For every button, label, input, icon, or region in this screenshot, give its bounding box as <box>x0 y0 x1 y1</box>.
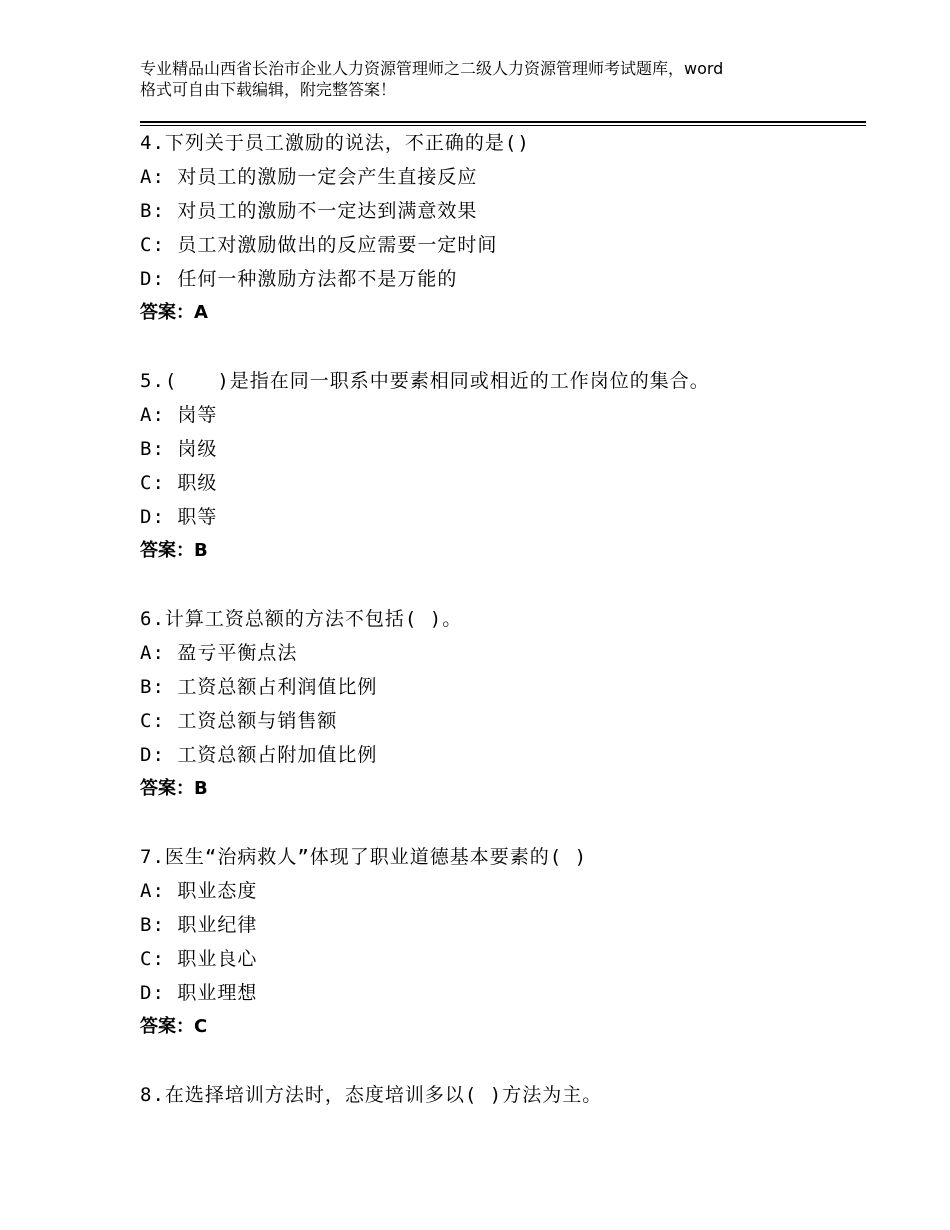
answer: 答案：B <box>140 540 208 561</box>
spacer <box>140 1044 860 1078</box>
option-d: D: 职等 <box>140 506 218 528</box>
spacer <box>140 806 860 840</box>
question-stem: 4.下列关于员工激励的说法，不正确的是() <box>140 132 530 154</box>
answer: 答案：B <box>140 778 208 799</box>
option-d: D: 职业理想 <box>140 982 258 1004</box>
option-c: C: 员工对激励做出的反应需要一定时间 <box>140 234 498 256</box>
answer: 答案：A <box>140 302 208 323</box>
option-c: C: 职业良心 <box>140 948 258 970</box>
option-c: C: 职级 <box>140 472 218 494</box>
question-5 <box>140 364 860 602</box>
question-4 <box>140 126 860 364</box>
option-b: B: 岗级 <box>140 438 218 460</box>
option-c: C: 工资总额与销售额 <box>140 710 338 732</box>
question-7 <box>140 840 860 1078</box>
question-stem: 5.( )是指在同一职系中要素相同或相近的工作岗位的集合。 <box>140 370 710 392</box>
option-a: A: 对员工的激励一定会产生直接反应 <box>140 166 478 188</box>
option-a: A: 职业态度 <box>140 880 258 902</box>
option-d: D: 任何一种激励方法都不是万能的 <box>140 268 458 290</box>
option-b: B: 对员工的激励不一定达到满意效果 <box>140 200 478 222</box>
question-8 <box>140 1078 860 1112</box>
header-line-2: 格式可自由下载编辑，附完整答案！ <box>140 80 397 99</box>
option-d: D: 工资总额占附加值比例 <box>140 744 378 766</box>
header-line-1: 专业精品山西省长治市企业人力资源管理师之二级人力资源管理师考试题库，word <box>140 59 724 78</box>
document-header <box>140 58 840 100</box>
option-b: B: 工资总额占利润值比例 <box>140 676 378 698</box>
question-stem: 7.医生“治病救人”体现了职业道德基本要素的( ) <box>140 846 588 868</box>
spacer <box>140 568 860 602</box>
option-a: A: 岗等 <box>140 404 218 426</box>
question-list <box>140 126 860 1112</box>
question-6 <box>140 602 860 840</box>
spacer <box>140 330 860 364</box>
option-a: A: 盈亏平衡点法 <box>140 642 298 664</box>
question-stem: 6.计算工资总额的方法不包括( )。 <box>140 608 463 630</box>
option-b: B: 职业纪律 <box>140 914 258 936</box>
answer: 答案：C <box>140 1016 208 1037</box>
question-stem: 8.在选择培训方法时，态度培训多以( )方法为主。 <box>140 1084 603 1106</box>
